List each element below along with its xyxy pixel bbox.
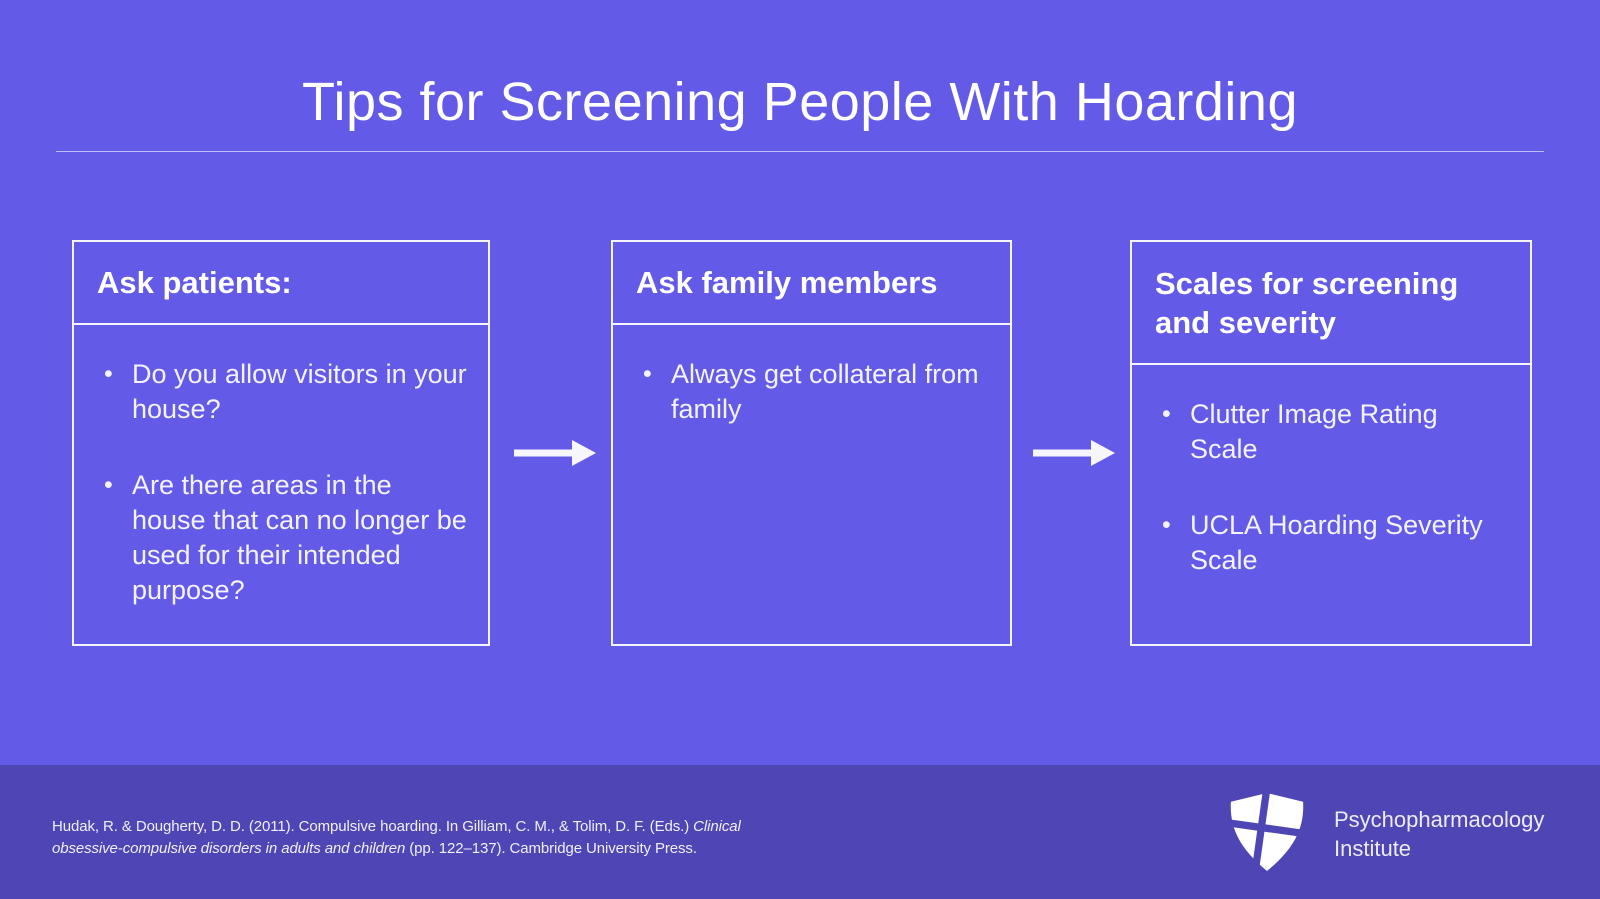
citation-segment: Hudak, R. & Dougherty, D. D. (2011). Compulsive hoarding. In Gilliam, C. M., & Tolim, D. F. (Eds.)	[52, 818, 694, 835]
box-body	[74, 325, 488, 644]
flow-box-ask-family	[611, 240, 1012, 646]
page-title: Tips for Screening People With Hoarding	[302, 72, 1298, 132]
bullet-item: • Do you allow visitors in your house?	[98, 357, 470, 427]
box-header: Ask patients:	[74, 242, 488, 325]
flow-box-scales	[1130, 240, 1532, 646]
citation-text	[52, 816, 762, 860]
bullet-list	[98, 357, 470, 608]
arrow-right-icon	[1033, 439, 1115, 467]
bullet-item: • Clutter Image Rating Scale	[1156, 397, 1512, 467]
brand-name-line1: Psychopharmacology	[1334, 807, 1545, 832]
citation-segment-italic: Clinical obsessive-compulsive disorders in adults and children	[52, 818, 741, 857]
brand-name-line2: Institute	[1334, 836, 1412, 861]
brand-name	[1334, 805, 1544, 863]
box-body	[1132, 365, 1530, 644]
title-divider	[56, 151, 1544, 152]
arrow-right-icon	[514, 439, 596, 467]
citation-segment: (pp. 122–137). Cambridge University Press.	[405, 840, 697, 857]
box-header: Ask family members	[613, 242, 1010, 325]
box-header: Scales for screening and severity	[1132, 242, 1530, 365]
footer-bar	[0, 765, 1600, 899]
box-body	[613, 325, 1010, 644]
bullet-item: • UCLA Hoarding Severity Scale	[1156, 508, 1512, 578]
bullet-list	[1156, 397, 1512, 578]
flow-box-ask-patients	[72, 240, 490, 646]
bullet-list	[637, 357, 992, 427]
bullet-item: • Always get collateral from family	[637, 357, 992, 427]
shield-cross-icon	[1226, 792, 1308, 872]
bullet-item: • Are there areas in the house that can no longer be used for their intended purpose?	[98, 468, 470, 608]
